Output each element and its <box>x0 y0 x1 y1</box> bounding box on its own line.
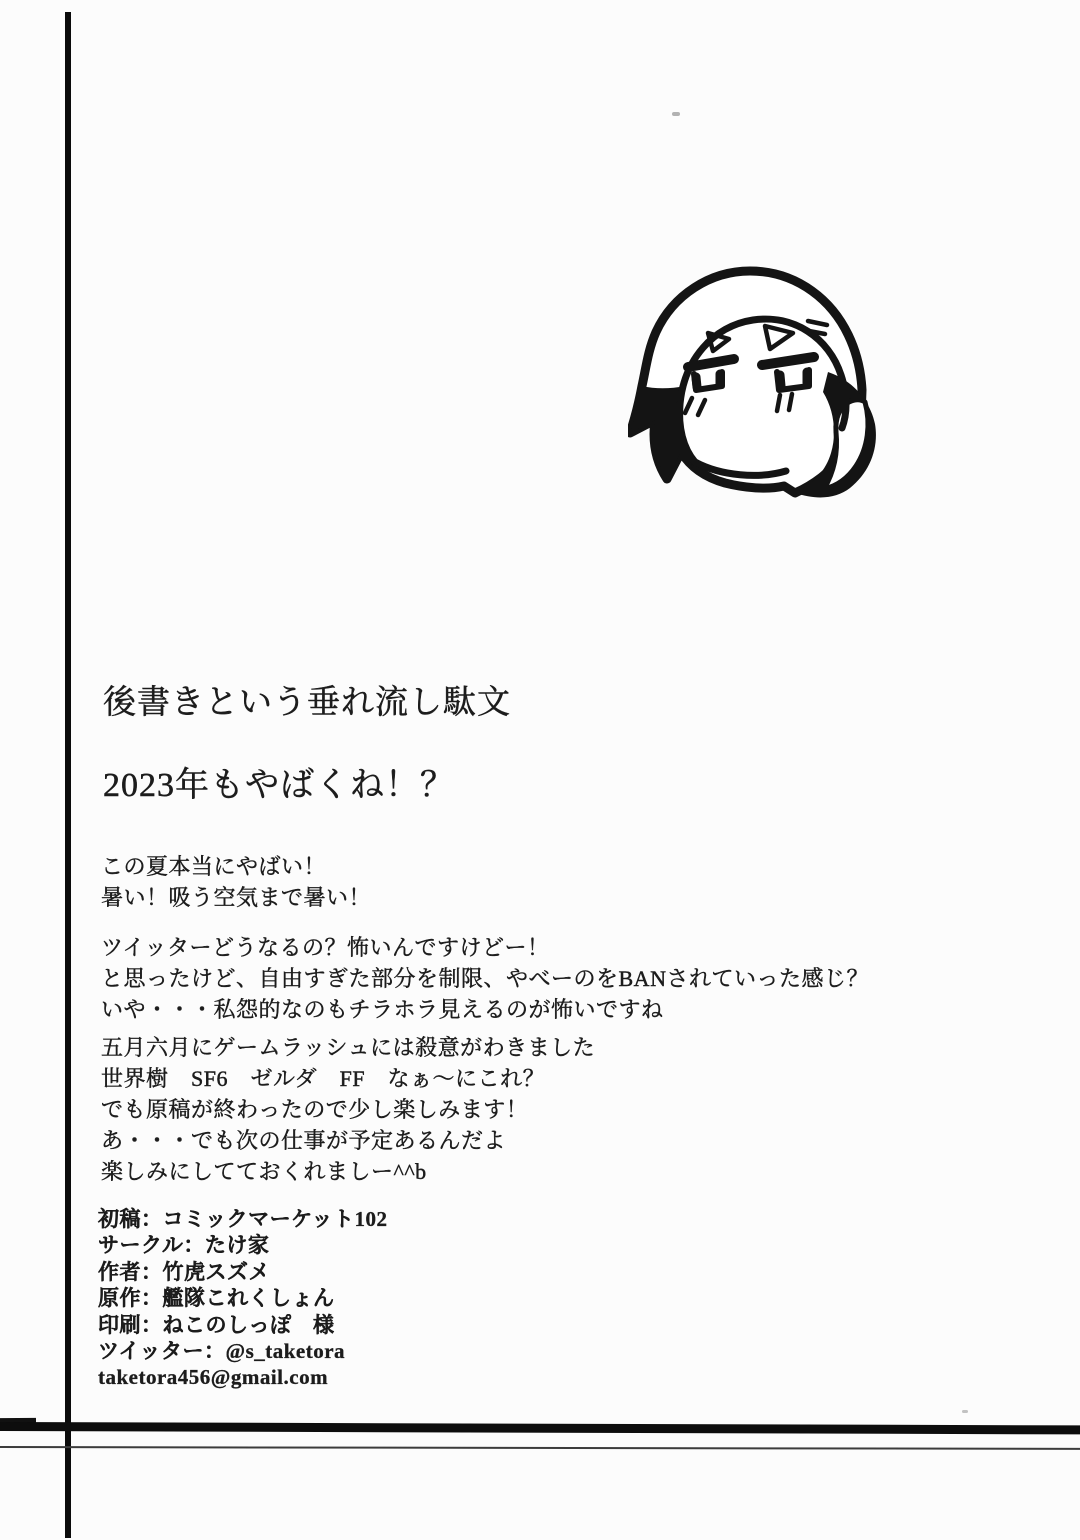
paragraph-summer <box>101 851 371 913</box>
scan-speck <box>672 112 680 116</box>
text-line: ツイッターどうなるの？怖いんですけどー！ <box>101 935 550 960</box>
credits-block <box>98 1206 388 1391</box>
afterword-subtitle: 2023年もやばくね！？ <box>103 767 455 804</box>
text-line: いや・・・私怨的なのもチラホラ見えるのが怖いですね <box>101 997 664 1022</box>
credit-line-first-draft: 初稿：コミックマーケット102 <box>98 1207 388 1231</box>
bottom-rule-thin <box>0 1446 1080 1450</box>
credit-line-twitter-handle: ツイッター：@s_taketora <box>98 1339 346 1364</box>
page-spine-rule <box>65 12 71 1538</box>
text-line: と思ったけど、自由すぎた部分を制限、やべーのをBANされていった感じ？ <box>101 966 869 991</box>
credit-line-original-work: 原作：艦隊これくしょん <box>98 1286 335 1311</box>
credit-line-printer: 印刷：ねこのしっぽ 様 <box>98 1312 335 1337</box>
text-line: 世界樹 SF6 ゼルダ FF なぁ〜にこれ？ <box>101 1066 546 1091</box>
credit-line-email: taketora456@gmail.com <box>98 1365 329 1390</box>
scan-speck <box>962 1410 968 1413</box>
text-line: 楽しみにしてておくれましー^^b <box>101 1159 427 1184</box>
text-line: でも原稿が終わったので少し楽しみます！ <box>101 1097 529 1122</box>
chibi-face-doodle-icon <box>628 262 878 498</box>
afterword-title: 後書きという垂れ流し駄文 <box>103 685 511 721</box>
bottom-rule-thick <box>0 1422 1080 1434</box>
credit-line-circle: サークル：たけ家 <box>98 1233 270 1258</box>
paragraph-twitter <box>101 932 869 1025</box>
paragraph-games <box>101 1032 595 1187</box>
credit-line-author: 作者：竹虎スズメ <box>98 1259 270 1284</box>
text-line: あ・・・でも次の仕事が予定あるんだよ <box>101 1128 507 1153</box>
text-line: 暑い！吸う空気まで暑い！ <box>101 885 372 910</box>
text-line: この夏本当にやばい！ <box>101 854 327 879</box>
text-line: 五月六月にゲームラッシュには殺意がわきました <box>101 1035 596 1060</box>
